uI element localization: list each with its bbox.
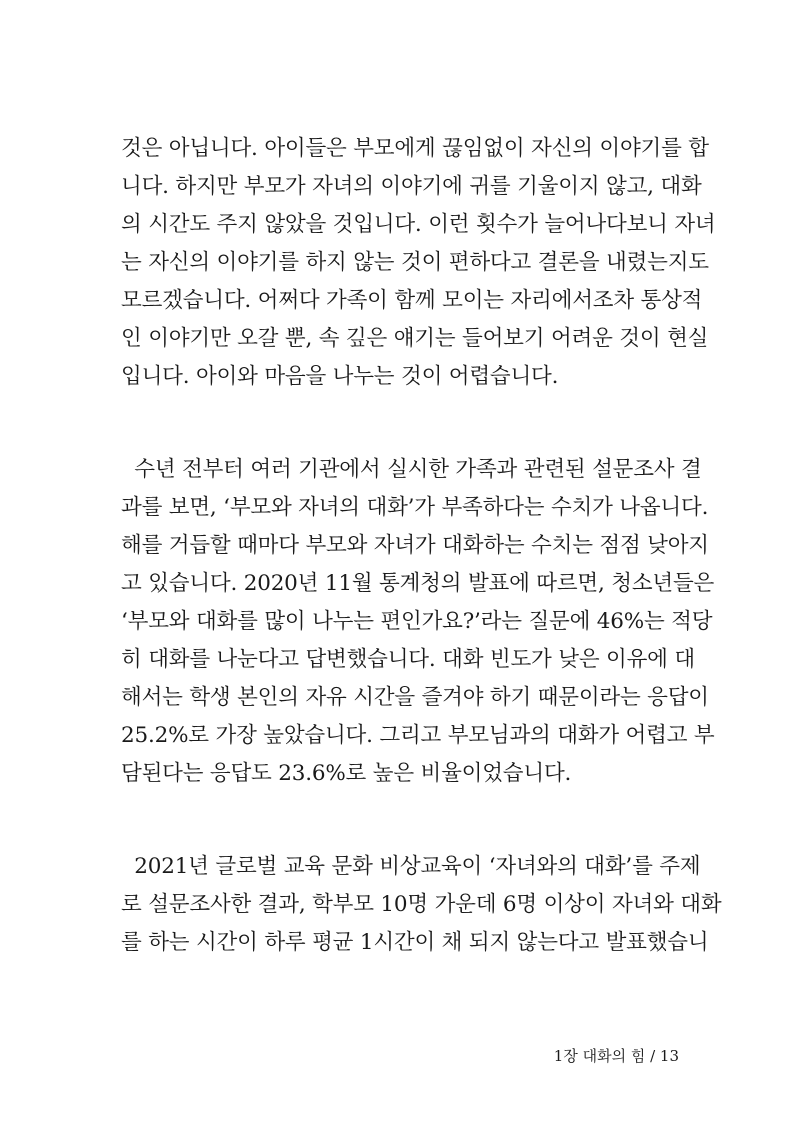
text-line: 를 하는 시간이 하루 평균 1시간이 채 되지 않는다고 발표했습니 [121, 930, 709, 955]
text-line: 입니다. 아이와 마음을 나누는 것이 어렵습니다. [121, 364, 559, 389]
text-line: 해서는 학생 본인의 자유 시간을 즐겨야 하기 때문이라는 응답이 [121, 685, 709, 710]
paragraph-3 [121, 848, 722, 962]
text-line: 과를 보면, ‘부모와 자녀의 대화’가 부족하다는 수치가 나옵니다. [121, 495, 709, 520]
text-line: 고 있습니다. 2020년 11월 통계청의 발표에 따르면, 청소년들은 [121, 571, 715, 596]
text-line: 히 대화를 나눈다고 답변했습니다. 대화 빈도가 낮은 이유에 대 [121, 647, 695, 672]
body-text [121, 130, 722, 962]
page-footer: 1장 대화의 힘 / 13 [553, 1047, 679, 1065]
text-line: 수년 전부터 여러 기관에서 실시한 가족과 관련된 설문조사 결 [121, 457, 702, 482]
text-line: 모르겠습니다. 어쩌다 가족이 함께 모이는 자리에서조차 통상적 [121, 288, 703, 313]
paragraph-2 [121, 451, 715, 793]
text-line: 니다. 하지만 부모가 자녀의 이야기에 귀를 기울이지 않고, 대화 [121, 174, 702, 199]
text-line: 2021년 글로벌 교육 문화 비상교육이 ‘자녀와의 대화’를 주제 [121, 854, 701, 879]
paragraph-1 [121, 130, 716, 396]
text-line: 로 설문조사한 결과, 학부모 10명 가운데 6명 이상이 자녀와 대화 [121, 892, 722, 917]
text-line: 의 시간도 주지 않았을 것입니다. 이런 횟수가 늘어나다보니 자녀 [121, 212, 716, 237]
text-line: 해를 거듭할 때마다 부모와 자녀가 대화하는 수치는 점점 낮아지 [121, 533, 709, 558]
text-line: 것은 아닙니다. 아이들은 부모에게 끊임없이 자신의 이야기를 합 [121, 136, 709, 161]
text-line: ‘부모와 대화를 많이 나누는 편인가요?’라는 질문에 46%는 적당 [121, 609, 713, 634]
paragraph-gap [121, 793, 679, 848]
text-line: 는 자신의 이야기를 하지 않는 것이 편하다고 결론을 내렸는지도 [121, 250, 709, 275]
text-line: 인 이야기만 오갈 뿐, 속 깊은 얘기는 들어보기 어려운 것이 현실 [121, 326, 709, 351]
text-line: 담된다는 응답도 23.6%로 높은 비율이었습니다. [121, 761, 572, 786]
paragraph-gap [121, 396, 679, 451]
text-line: 25.2%로 가장 높았습니다. 그리고 부모님과의 대화가 어렵고 부 [121, 723, 715, 748]
